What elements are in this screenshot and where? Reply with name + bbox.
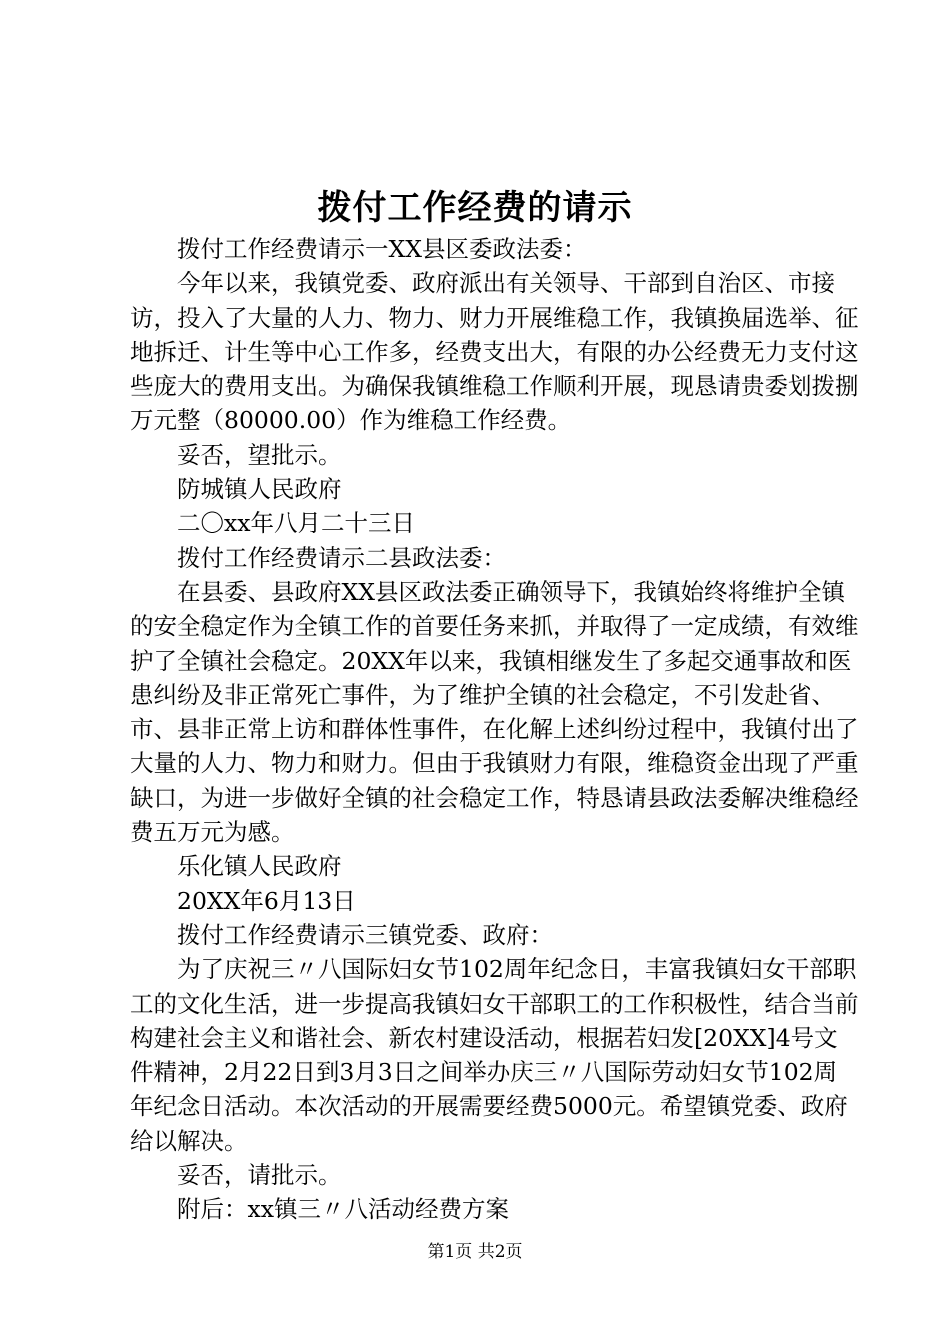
paragraph: 拨付工作经费请示一XX县区委政法委： xyxy=(177,235,587,263)
paragraph: 拨付工作经费请示二县政法委： xyxy=(177,543,506,572)
paragraph: 妥否，望批示。 xyxy=(177,440,342,469)
paragraph: 乐化镇人民政府 xyxy=(177,852,342,881)
paragraph: 为了庆祝三〃八国际妇女节102周年纪念日，丰富我镇妇女干部职工的文化生活，进一步提高我镇妇女干部职工的工作积极性，结合当前构建社会主义和谐社会、新农村建设活动，根据若妇发[20XX]4号文件精神，2月22日到3月3日之间举办庆三〃八国际劳动妇女节102周年纪念日活动。本次活动的开展需要经费5000元。希望镇党委、政府给以解决。 xyxy=(130,955,859,1155)
paragraph: 二〇xx年八月二十三日 xyxy=(177,509,416,538)
paragraph: 在县委、县政府XX县区政法委正确领导下，我镇始终将维护全镇的安全稳定作为全镇工作的首要任务来抓，并取得了一定成绩，有效维护了全镇社会稳定。20XX年以来，我镇相继发生了多起交通事故和医患纠纷及非正常死亡事件，为了维护全镇的社会稳定，不引发赴省、市、县非正常上访和群体性事件，在化解上述纠纷过程中，我镇付出了大量的人力、物力和财力。但由于我镇财力有限，维稳资金出现了严重缺口，为进一步做好全镇的社会稳定工作，特恳请县政法委解决维稳经费五万元为感。 xyxy=(130,577,859,847)
document-body xyxy=(130,232,860,1227)
paragraph: 防城镇人民政府 xyxy=(177,475,342,504)
page-footer: 第1页 共2页 xyxy=(427,1242,523,1262)
paragraph: 拨付工作经费请示三镇党委、政府： xyxy=(177,920,553,949)
paragraph: 20XX年6月13日 xyxy=(177,886,356,915)
paragraph: 附后：xx镇三〃八活动经费方案 xyxy=(177,1195,510,1224)
page-title: 拨付工作经费的请示 xyxy=(317,188,633,228)
paragraph: 今年以来，我镇党委、政府派出有关领导、干部到自治区、市接访，投入了大量的人力、物力、财力开展维稳工作，我镇换届选举、征地拆迁、计生等中心工作多，经费支出大，有限的办公经费无力支付这些庞大的费用支出。为确保我镇维稳工作顺利开展，现恳请贵委划拨捌万元整（80000.00）作为维稳工作经费。 xyxy=(130,269,859,435)
paragraph: 妥否，请批示。 xyxy=(177,1161,342,1190)
